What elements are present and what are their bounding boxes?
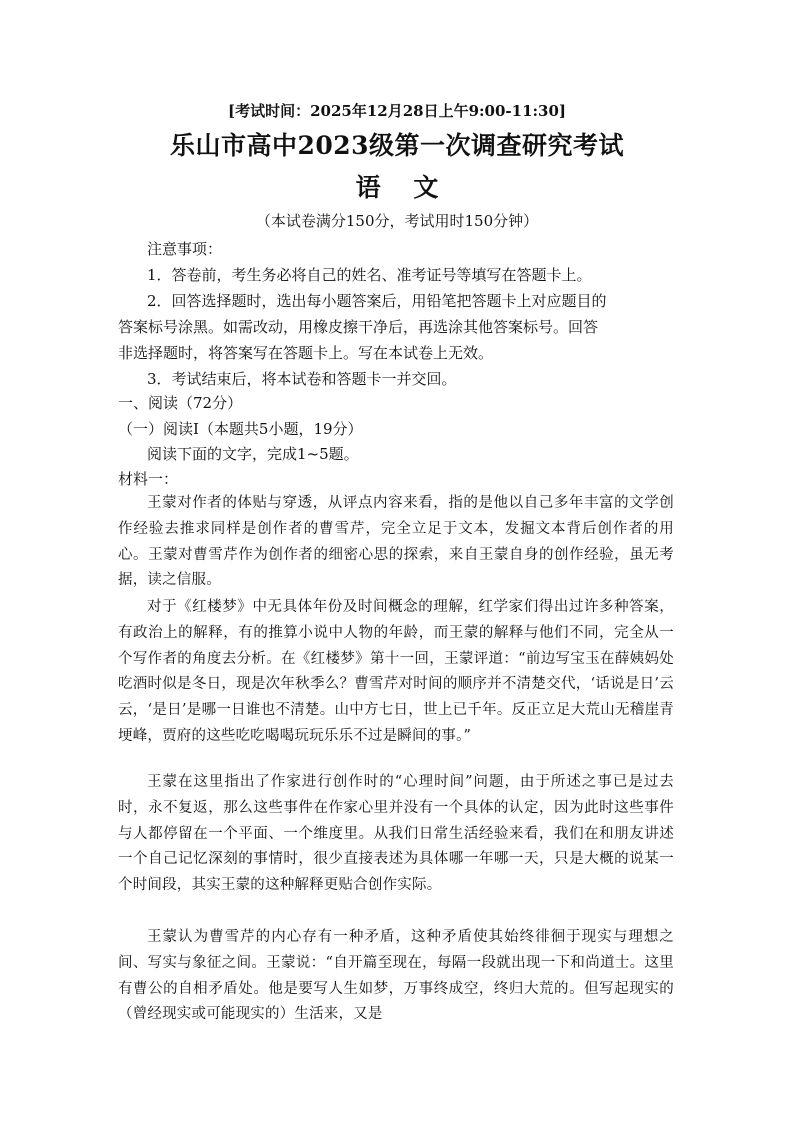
passage-paragraph-1: 王蒙对作者的体贴与穿透，从评点内容来看，指的是他以自己多年丰富的文学创作经验去推求同样是创作者的曹雪芹，完全立足于文本，发掘文本背后创作者的用心。王蒙对曹雪芹作为创作者的细密心思的探索，来自王蒙自身的创作经验，虽无考据，读之信服。 <box>118 495 674 589</box>
subject-title: 语 文 <box>355 173 451 202</box>
passage-paragraph-4: 王蒙认为曹雪芹的内心存有一种矛盾，这种矛盾使其始终徘徊于现实与理想之间、写实与象征之间。王蒙说：“自开篇至现在，每隔一段就出现一下和尚道士。这里有曹公的自相矛盾处。他是要写人生如梦，万事终成空，终归大荒的。但写起现实的（曾经现实或可能现实的）生活来，又是 <box>118 929 674 1023</box>
sub-section-heading: （一）阅读Ⅰ（本题共5小题，19分） <box>118 420 363 438</box>
notice-item-2-line-1: 2．回答选择题时，选出每小题答案后，用铅笔把答题卡上对应题目的 <box>147 292 607 310</box>
notice-item-3: 3．考试结束后，将本试卷和答题卡一并交回。 <box>147 370 457 388</box>
exam-time: [考试时间：2025年12月28日上午9:00-11:30] <box>227 102 567 120</box>
passage-paragraph-3: 王蒙在这里指出了作家进行创作时的“心理时间”问题，由于所述之事已是过去时，永不复返，那么这些事件在作家心里并没有一个具体的认定，因为此时这些事件与人都停留在一个平面、一个维度里。从我们日常生活经验来看，我们在和朋友讲述一个自己记忆深刻的事情时，很少直接表述为具体哪一年哪一天，只是大概的说某一个时间段，其实王蒙的这种解释更贴合创作实际。 <box>118 774 674 894</box>
material-label: 材料一： <box>118 470 179 488</box>
reading-instruction: 阅读下面的文字，完成1~5题。 <box>147 445 359 463</box>
passage-paragraph-2: 对于《红楼梦》中无具体年份及时间概念的理解，红学家们得出过许多种答案，有政治上的解释，有的推算小说中人物的年龄，而王蒙的解释与他们不同，完全从一个写作者的角度去分析。在《红楼梦》第十一回，王蒙评道：“前边写宝玉在薛姨妈处吃酒时似是冬日，现是次年秋季么？曹雪芹对时间的顺序并不清楚交代，‘话说是日’云云，‘是日’是哪一日谁也不清楚。山中方七日，世上已千年。反正立足大荒山无稽崖青埂峰，贾府的这些吃吃喝喝玩玩乐乐不过是瞬间的事。” <box>118 599 674 744</box>
exam-title: 乐山市高中2023级第一次调查研究考试 <box>169 131 625 160</box>
notice-title: 注意事项： <box>147 240 223 258</box>
notice-item-1: 1．答卷前，考生务必将自己的姓名、准考证号等填写在答题卡上。 <box>147 266 592 284</box>
notice-item-2-line-3: 非选择题时，将答案写在答题卡上。写在本试卷上无效。 <box>118 344 494 362</box>
score-note: （本试卷满分150分，考试用时150分钟） <box>255 212 539 230</box>
notice-item-2-line-2: 答案标号涂黑。如需改动，用橡皮擦干净后，再选涂其他答案标号。回答 <box>118 318 599 336</box>
section-heading: 一、阅读（72分） <box>118 394 243 412</box>
